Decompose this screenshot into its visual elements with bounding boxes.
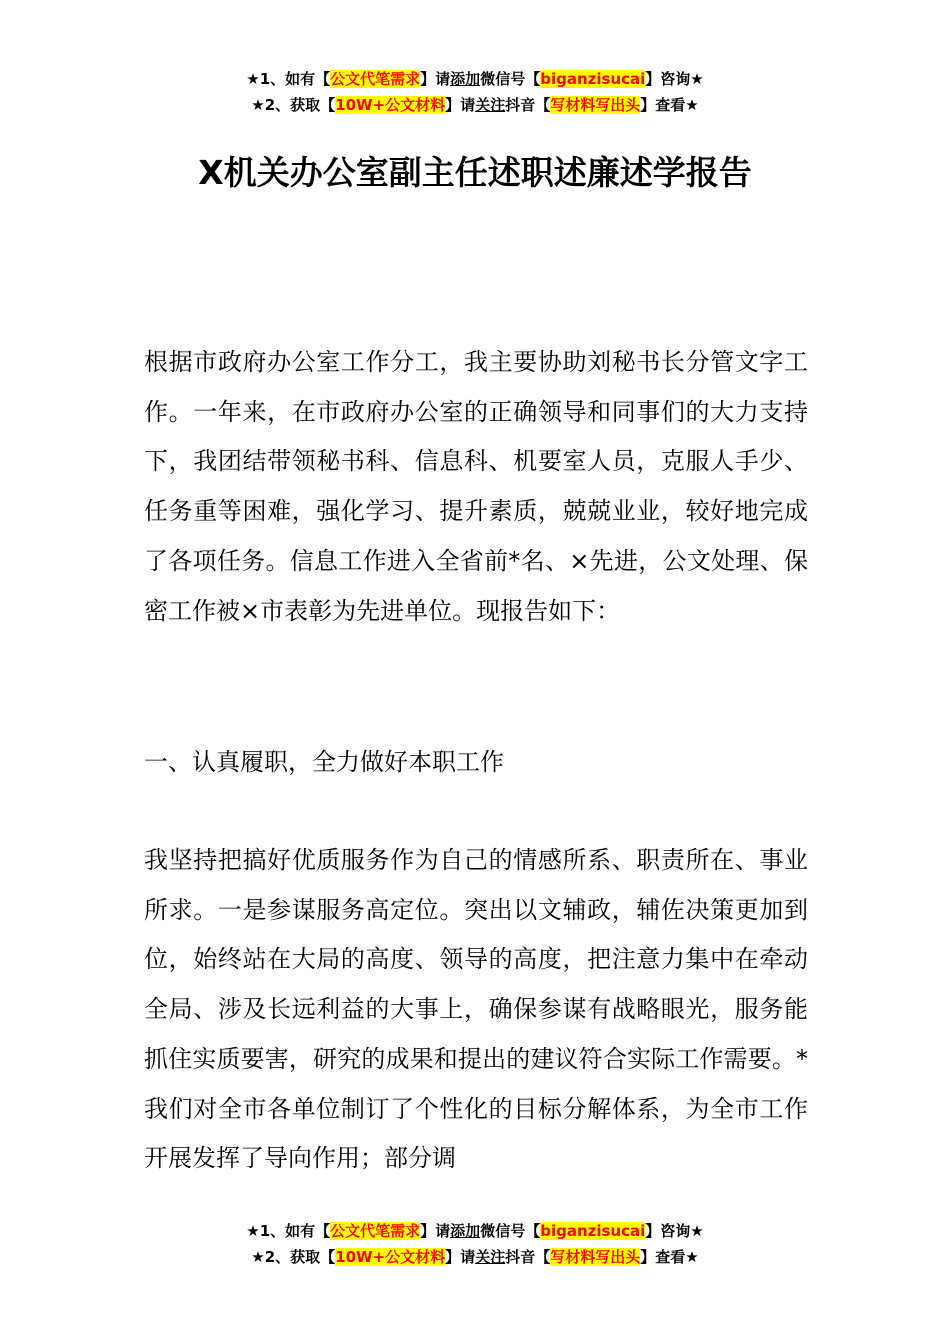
banner-text: 1、如有【 [259,1222,331,1240]
star-icon: ★ [251,96,265,114]
banner-text: 微信号【 [480,1222,541,1240]
banner-text: 抖音【 [505,1248,551,1266]
highlight-materials: 10W+公文材料 [335,96,446,114]
banner-text: 】查看 [640,96,686,114]
star-icon: ★ [685,1248,699,1266]
banner-text: 2、获取【 [264,1248,336,1266]
banner-line-2 [0,92,950,118]
footer-banner [0,1218,950,1270]
underlined-follow: 关注 [475,1248,506,1266]
star-icon: ★ [690,70,704,88]
banner-text: 】请 [420,70,451,88]
highlight-materials: 10W+公文材料 [335,1248,446,1266]
highlight-douyin-id: 写材料写出头 [550,1248,641,1266]
paragraph-intro: 根据市政府办公室工作分工，我主要协助刘秘书长分管文字工作。一年来，在市政府办公室的正确领导和同事们的大力支持下，我团结带领秘书科、信息科、机要室人员，克服人手少、任务重等困难，强化学习、提升素质，兢兢业业，较好地完成了各项任务。信息工作进入全省前*名、×先进，公文处理、保密工作被×市表彰为先进单位。现报告如下： [144,348,808,625]
section-heading-1: 一、认真履职，全力做好本职工作 [144,748,504,776]
underlined-follow: 关注 [475,96,506,114]
star-icon: ★ [690,1222,704,1240]
banner-text: 2、获取【 [264,96,336,114]
header-banner [0,66,950,118]
banner-text: 抖音【 [505,96,551,114]
banner-text: 1、如有【 [259,70,331,88]
banner-text: 】咨询 [645,1222,691,1240]
highlight-douyin-id: 写材料写出头 [550,96,641,114]
banner-text: 】咨询 [645,70,691,88]
banner-line-1 [0,66,950,92]
star-icon: ★ [246,70,260,88]
highlight-service: 公文代笔需求 [330,1222,421,1240]
banner-text: 微信号【 [480,70,541,88]
paragraph-section-1: 我坚持把搞好优质服务作为自己的情感所系、职责所在、事业所求。一是参谋服务高定位。突出以文辅政，辅佐决策更加到位，始终站在大局的高度、领导的高度，把注意力集中在牵动全局、涉及长远利益的大事上，确保参谋有战略眼光，服务能抓住实质要害，研究的成果和提出的建议符合实际工作需要。*我们对全市各单位制订了个性化的目标分解体系，为全市工作开展发挥了导向作用；部分调 [144,846,808,1173]
underlined-add: 添加 [450,70,481,88]
highlight-wechat-id: biganzisucai [540,70,646,88]
banner-text: 】请 [420,1222,451,1240]
document-title: X机关办公室副主任述职述廉述学报告 [198,153,752,192]
underlined-add: 添加 [450,1222,481,1240]
banner-text: 】查看 [640,1248,686,1266]
banner-text: 】请 [445,96,476,114]
banner-line-1 [0,1218,950,1244]
highlight-wechat-id: biganzisucai [540,1222,646,1240]
star-icon: ★ [246,1222,260,1240]
highlight-service: 公文代笔需求 [330,70,421,88]
star-icon: ★ [685,96,699,114]
banner-text: 】请 [445,1248,476,1266]
banner-line-2 [0,1244,950,1270]
star-icon: ★ [251,1248,265,1266]
